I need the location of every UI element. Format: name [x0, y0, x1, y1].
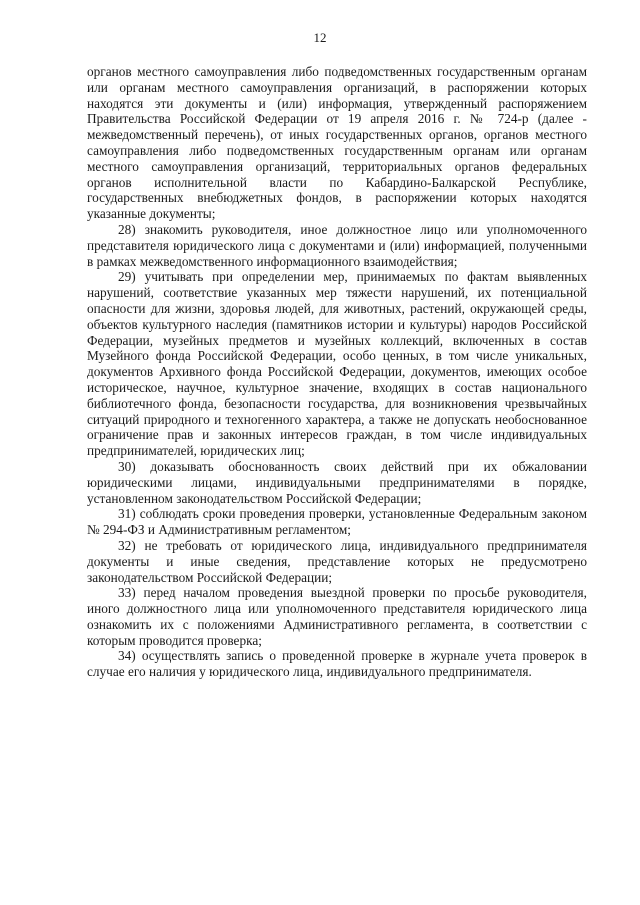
paragraph-continuation: органов местного самоуправления либо подведомственных государственным органам или органам местного самоуправления организаций, в распоряжении которых находятся эти документы и (или) информация, утвержденный распоряжением Правительства Российской Федерации от 19 апреля 2016 г. № 724-р (далее - межведомственный перечень), от иных государственных органов, органов местного самоуправления либо подведомственных государственным органам или органам местного самоуправления организаций, территориальных органов федеральных органов исполнительной власти по Кабардино-Балкарской Республике, государственных внебюджетных фондов, в распоряжении которых находятся указанные документы;: [87, 64, 587, 222]
list-item-34: 34) осуществлять запись о проведенной проверке в журнале учета проверок в случае его наличия у юридического лица, индивидуального предпринимателя.: [87, 648, 587, 680]
list-item-29: 29) учитывать при определении мер, принимаемых по фактам выявленных нарушений, соответствие указанных мер тяжести нарушений, их потенциальной опасности для жизни, здоровья людей, для животных, растений, окружающей среды, объектов культурного наследия (памятников истории и культуры) народов Российской Федерации, музейных предметов и музейных коллекций, включенных в состав Музейного фонда Российской Федерации, особо ценных, в том числе уникальных, документов Архивного фонда Российской Федерации, документов, имеющих особое историческое, научное, культурное значение, входящих в состав национального библиотечного фонда, безопасности государства, для возникновения чрезвычайных ситуаций природного и техногенного характера, а также не допускать необоснованное ограничение прав и законных интересов граждан, в том числе индивидуальных предпринимателей, юридических лиц;: [87, 269, 587, 459]
list-item-28: 28) знакомить руководителя, иное должностное лицо или уполномоченного представителя юридического лица с документами и (или) информацией, полученными в рамках межведомственного информационного взаимодействия;: [87, 221, 587, 269]
list-item-33: 33) перед началом проведения выездной проверки по просьбе руководителя, иного должностного лица или уполномоченного представителя юридического лица ознакомить их с положениями Административного регламента, в соответствии с которым проводится проверка;: [87, 585, 587, 648]
list-item-30: 30) доказывать обоснованность своих действий при их обжаловании юридическими лицами, индивидуальными предпринимателями в порядке, установленном законодательством Российской Федерации;: [87, 458, 587, 506]
list-item-32: 32) не требовать от юридического лица, индивидуального предпринимателя документы и иные сведения, представление которых не предусмотрено законодательством Российской Федерации;: [87, 537, 587, 585]
document-body: [87, 64, 587, 680]
page-number: 12: [313, 30, 327, 45]
list-item-31: 31) соблюдать сроки проведения проверки, установленные Федеральным законом № 294-ФЗ и Административным регламентом;: [87, 506, 587, 538]
